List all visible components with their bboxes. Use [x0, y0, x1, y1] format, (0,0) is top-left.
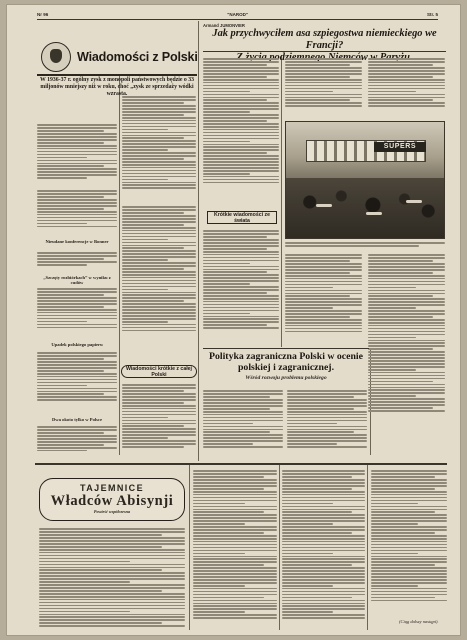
article-text — [203, 57, 279, 207]
box-krotkie-polski: Wiadomości krótkie z całej Polski — [121, 365, 197, 378]
politics-header — [203, 351, 369, 382]
folio-center: "NAROD" — [227, 12, 249, 17]
subhead-papier: Upadek polskiego papieru — [51, 342, 103, 347]
lead-headline: W 1936-37 r. ogólny zysk z monopoli państwowych będzie o 33 miljonów mniejszy niż w roku, choć „zysk ze sprzedaży wódki wzrasta. — [39, 77, 195, 97]
article-text — [37, 287, 117, 337]
photo-table — [406, 200, 422, 203]
article-subhead — [37, 237, 117, 246]
folio-left: Nr 96 — [37, 12, 49, 17]
article-subhead — [37, 415, 117, 424]
newspaper-page — [6, 4, 461, 636]
article-text — [282, 469, 365, 631]
photo-cafe-sign: SUPERS — [374, 142, 426, 152]
folio-right: Str. 5 — [426, 12, 438, 17]
cafe-photo — [285, 121, 445, 239]
section-banner-wiadomosci — [37, 42, 197, 74]
article-text — [122, 205, 196, 355]
box-krotkie-swiat: Krótkie wiadomości ze świata — [207, 211, 277, 224]
serial-banner — [39, 478, 185, 521]
photo-table — [366, 212, 382, 215]
divider — [203, 348, 369, 349]
folio-line — [37, 10, 438, 20]
column-rule — [119, 75, 120, 455]
article-text — [122, 383, 196, 459]
eagle-emblem-icon — [41, 42, 71, 72]
subhead-dwa-okoto: Dwa okoto tylko w Polsce — [51, 417, 103, 422]
article-text — [122, 95, 196, 203]
section-title: Wiadomości z Polski — [77, 50, 198, 64]
article-text — [39, 527, 185, 631]
banner-rule — [37, 74, 197, 76]
article-text — [37, 251, 117, 271]
article-subhead — [37, 340, 117, 349]
photo-crowd — [286, 178, 444, 238]
article-text — [287, 389, 367, 459]
politics-headline: Polityka zagraniczna Polski w ocenie polskiej i zagranicznej. — [208, 351, 363, 373]
subhead-szczety: „Szczęty rozbiórkach” w wyniku z cudów — [43, 275, 111, 286]
top-story-kicker: Armand JUMONVIER — [203, 23, 245, 28]
top-story-headline: Jak przychwyciłem asa szpiegostwa niemieckiego we Francji? — [212, 28, 437, 51]
article-text — [203, 229, 279, 345]
column-rule — [281, 55, 282, 347]
serial-title-line2: Władców Abisynji — [50, 493, 174, 509]
politics-subhead: Wśród rozwoju problemu polskiego — [245, 375, 327, 381]
article-text — [37, 189, 117, 233]
article-text — [37, 123, 117, 185]
article-text — [285, 57, 445, 117]
section-divider — [35, 463, 447, 465]
column-rule — [189, 465, 190, 630]
column-rule — [367, 465, 368, 630]
article-text — [371, 469, 447, 615]
photo-caption — [285, 241, 445, 249]
article-text — [37, 351, 117, 411]
article-text — [193, 469, 277, 631]
article-text — [368, 253, 445, 453]
article-subhead — [37, 273, 117, 287]
photo-table — [316, 204, 332, 207]
divider — [203, 51, 446, 52]
subhead-bonner: Nieudane konferencje w Bonner — [45, 239, 109, 244]
article-text — [285, 253, 362, 345]
article-text — [203, 389, 283, 459]
serial-title-line1: TAJEMNICE — [80, 483, 144, 493]
serial-genre: Powieść współczesna — [93, 509, 131, 514]
column-rule — [279, 465, 280, 630]
continued-note: (Ciąg dalszy nastąpi). — [399, 619, 439, 624]
article-text — [37, 425, 117, 459]
column-rule — [198, 21, 199, 461]
